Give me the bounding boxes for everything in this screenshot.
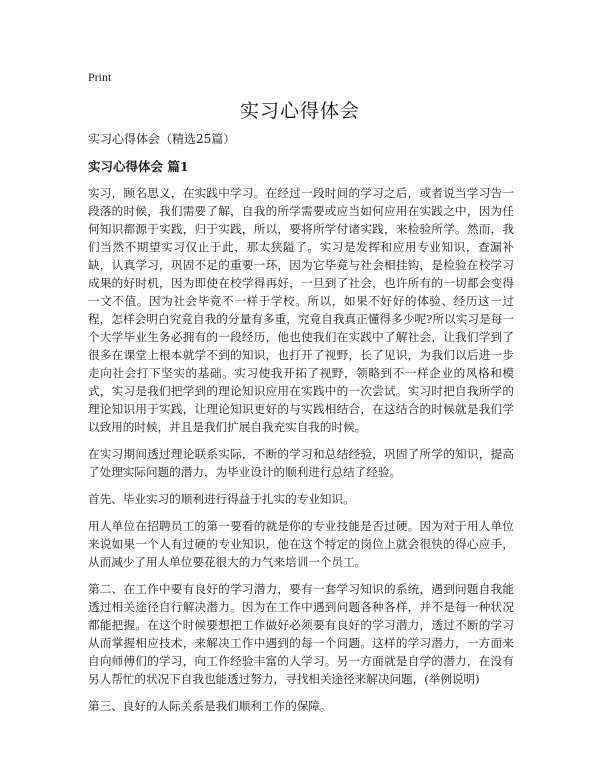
paragraph-3: 首先、毕业实习的顺利进行得益于扎实的专业知识。 <box>88 492 355 506</box>
page-title: 实习心得体会 <box>239 100 360 122</box>
document-subtitle: 实习心得体会（精选25篇） <box>88 132 236 146</box>
document-body <box>88 130 514 724</box>
paragraph-1: 实习，顾名思义，在实践中学习。在经过一段时间的学习之后，或者说当学习告一段落的时候，我们需要了解，自我的所学需要或应当如何应用在实践之中，因为任何知识都源于实践，归于实践，所以，要将所学付诸实践，来检验所学。然而，我们当然不期望实习仅止于此，那太狭隘了。实习是发挥和应用专业知识，查漏补缺，认真学习，巩固不足的重要一环，因为它毕竟与社会相挂钩，是检验在校学习成果的好时机，因为即使在校学得再好，一旦到了社会，也许所有的一切都会变得一文不值。因为社会毕竟不一样于学校。所以，如果不好好的体验、经历这一过程，怎样会明白究竟自我的分量有多重，究竟自我真正懂得多少呢?所以实习是每一个大学毕业生务必拥有的一段经历，他也使我们在实践中了解社会，让我们学到了很多在课堂上根本就学不到的知识，也打开了视野，长了见识，为我们以后进一步走向社会打下坚实的基础。实习使我开拓了视野，领略到不一样企业的风格和模式，实习是我们把学到的理论知识应用在实践中的一次尝试。实习时把自我所学的理论知识用于实践，让理论知识更好的与实践相结合，在这结合的时候就是我们学以致用的时候，并且是我们扩展自我充实自我的时候。 <box>88 186 514 434</box>
section-heading: 实习心得体会 篇1 <box>88 159 189 174</box>
paragraph-5: 第二、在工作中要有良好的学习潜力，要有一套学习知识的系统，遇到问题自我能透过相关途径自行解决潜力。因为在工作中遇到问题各种各样，并不是每一种状况都能把握。在这个时候要想把工作做好必须要有良好的学习潜力，透过不断的学习从而掌握相应技术，来解决工作中遇到的每一个问题。这样的学习潜力，一方面来自向师傅们的学习，向工作经验丰富的人学习。另一方面就是自学的潜力，在没有另人帮忙的状况下自我也能透过努力，寻找相关途径来解决问题，(举例说明) <box>88 582 514 686</box>
paragraph-2: 在实习期间透过理论联系实际，不断的学习和总结经验，巩固了所学的知识，提高了处理实际问题的潜力，为毕业设计的顺利进行总结了经验。 <box>88 447 514 479</box>
paragraph-4: 用人单位在招聘员工的第一要看的就是你的专业技能是否过硬。因为对于用人单位来说如果一个人有过硬的专业知识，他在这个特定的岗位上就会很快的得心应手，从而减少了用人单位要花很大的力气来培训一个员工。 <box>88 519 514 569</box>
paragraph-6: 第三、良好的人际关系是我们顺利工作的保障。 <box>88 699 332 713</box>
print-label: Print <box>88 70 112 84</box>
